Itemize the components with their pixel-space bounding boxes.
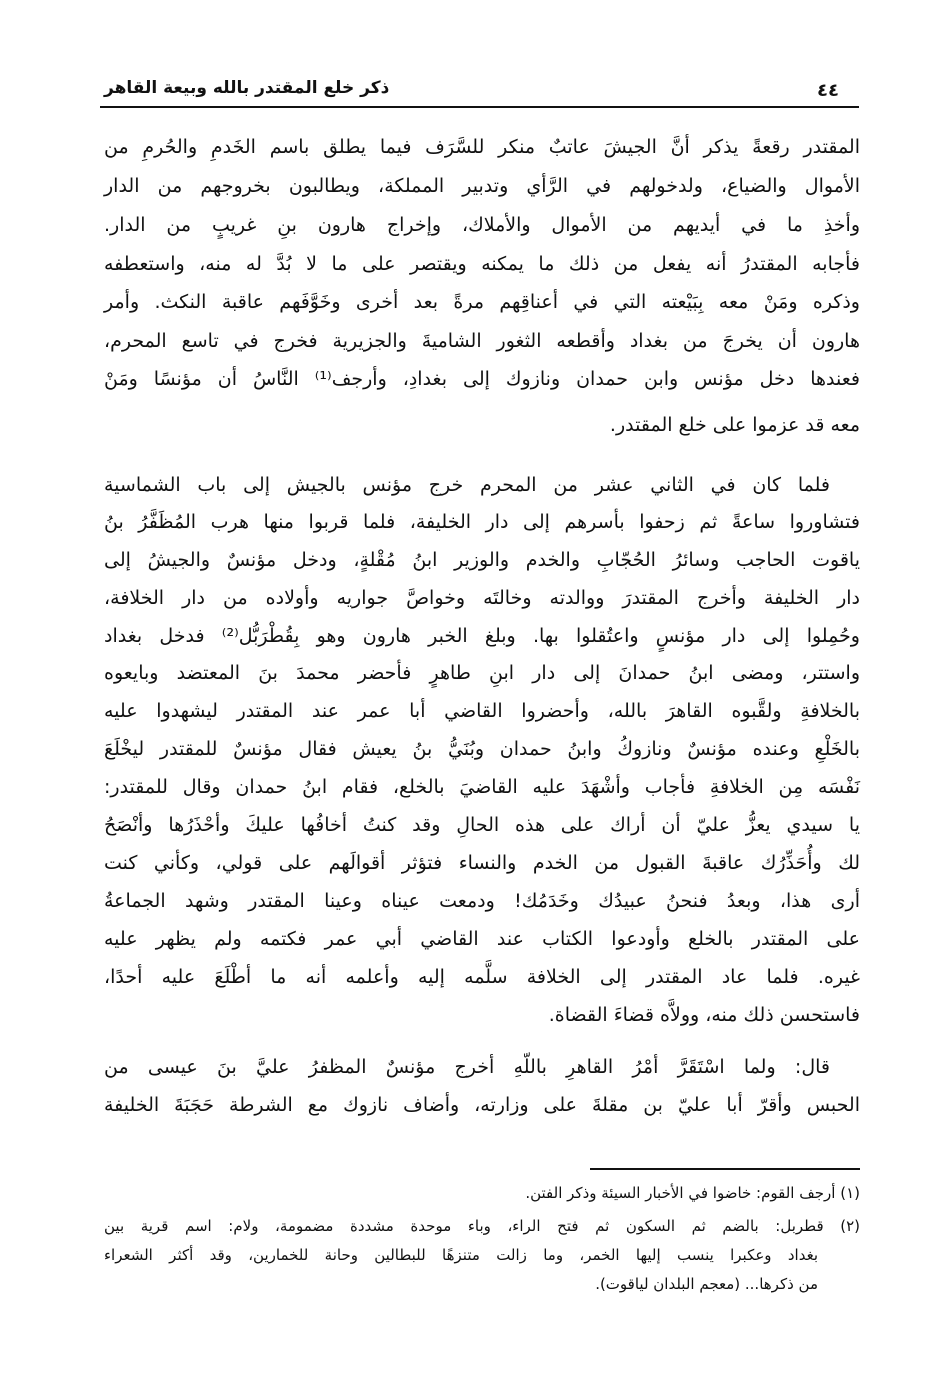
body-line: فلما كان في الثاني عشر من المحرم خرج مؤنس بالجيش إلى باب الشماسية (104, 474, 830, 496)
footnote-line: من ذكرها... (معجم البلدان لياقوت). (595, 1275, 818, 1293)
body-line: يا سيدي يعزُّ عليّ أن أراك على هذه الحالِ وقد كنتُ أخافُها عليكَ وأحْذَرُها وأنْصَحُ (104, 814, 860, 836)
body-line: وحُمِلوا إلى دار مؤنسٍ واعتُقلوا بها. وبلغ الخبر هارون وهو بِقُطْرَبُّل⁽²⁾ فدخل بغداد (104, 625, 860, 647)
body-line: أرى هذا، وبعدُ فنحنُ عبيدُك وخَدَمُك! ودمعت عيناه وعينا المقتدر وشهد الجماعةُ (104, 890, 860, 912)
footnote-line: (١) أرجف القوم: خاضوا في الأخبار السيئة وذكر الفتن. (525, 1184, 860, 1202)
header-divider (100, 106, 859, 108)
running-title: ذكر خلع المقتدر بالله وبيعة القاهر (104, 78, 390, 98)
body-line: على المقتدر بالخلع وأودعوا الكتاب عند القاضي أبي عمر فكتمه ولم يظهر عليه (104, 928, 860, 950)
body-line: الحبس وأقرّ أبا عليّ بن مقلةَ على وزارته، وأضاف نازوك مع الشرطة حَجَبَةَ الخليفة (104, 1094, 860, 1116)
body-line: فاستحسن ذلك منه، وولاَّه قضاءَ القضاة. (548, 1004, 860, 1026)
body-line: ياقوت الحاجب وسائرُ الحُجّابِ والخدم والوزير ابنُ مُقْلةٍ، ودخل مؤنسٌ والجيشُ إلى (104, 549, 860, 571)
body-line: قال: ولما اسْتَقَرَّ أمْرُ القاهرِ باللّهِ أخرج مؤنسٌ المظفرُ عليَّ بنَ عيسى من (104, 1056, 830, 1078)
body-line: المقتدر رقعةً يذكر أنَّ الجيشَ عاتبٌ منكر للسَّرَف فيما يطلق باسم الخَدمِ والحُرمِ من (104, 136, 860, 158)
body-line: نَفْسَه مِن الخلافةِ فأجاب وأشْهَدَ عليه القاضيَ بالخلع، فقام ابنُ حمدان وقال للمقتدر: (104, 776, 860, 798)
body-line: لك وأُحَذِّرُك عاقبةَ القبول من الخدم والنساء فتؤثر أقوالَهم على قولي، وكأني كنت (104, 852, 860, 874)
body-line: معه قد عزموا على خلع المقتدر. (609, 414, 860, 436)
body-line: وذكره ومَنْ معه بِبَيْعته التي في أعناقِهم مرةً بعد أخرى وخَوَّفَهم عاقبة النكث. وأمر (104, 291, 860, 313)
body-line: وأخذِ ما في أيديهم من الأموال والأملاك، وإخراج هارون بنِ غريبٍ من الدار. (104, 214, 860, 236)
body-line: واستتر، ومضى ابنُ حمدانَ إلى دار ابنِ طاهرٍ فأحضر محمدَ بنَ المعتضد وبايعوه (104, 662, 860, 684)
footnote-line: (٢) قطربل: بالضم ثم السكون ثم فتح الراء، وباء موحدة مشددة مضمومة، ولام: اسم قرية بين (104, 1217, 860, 1235)
body-line: الأموال والضياع، ولدخولهم في الرَّأي وتدبير المملكة، ويطالبون بخروجهم من الدار (104, 175, 860, 197)
body-line: دار الخليفة وأخرج المقتدرَ ووالدته وخالتَه وخواصَّ جواريه وأولاده من دار الخلافة، (104, 587, 860, 609)
body-line: بالخَلْعِ وعنده مؤنسٌ ونازوكُ وابنُ حمدان وبُنَيُّ بنُ يعيش فقال مؤنسٌ للمقتدر ليخْلَعَ (104, 738, 860, 760)
body-line: بالخلافةِ ولقَّبوه القاهرَ بالله، وأحضروا القاضي أبا عمر عند المقتدر ليشهدوا عليه (104, 700, 860, 722)
footnote-divider (590, 1168, 860, 1170)
body-line: فتشاوروا ساعةً ثم زحفوا بأسرهم إلى دار الخليفة، فلما قربوا منها هرب المُظَفَّرُ بنُ (104, 511, 860, 533)
body-line: هارون أن يخرجَ من بغداد وأقطعه الثغور الشاميةَ والجزيرية فخرج في تاسع المحرم، (104, 330, 860, 352)
page-number: ٤٤ (817, 80, 839, 101)
body-line: فعندها دخل مؤنس وابن حمدان ونازوك إلى بغدادِ، وأرجف⁽¹⁾ النَّاسُ أن مؤنسًا ومَنْ (104, 368, 860, 390)
body-line: غيره. فلما عاد المقتدر إلى الخلافة سلَّمه إليه وأعلمه أنه ما أطْلَعَ عليه أحدًا، (104, 966, 860, 988)
body-line: فأجابه المقتدرُ أنه يفعل من ذلك ما يمكنه ويقتصر على ما لا بُدَّ له منه، واستعطفه (104, 253, 860, 275)
footnote-line: بغداد وعكبرا ينسب إليها الخمر، وما زالت متنزهًا للبطالين وحانة للخمارين، وقد أكثر الشعراء (104, 1246, 818, 1264)
